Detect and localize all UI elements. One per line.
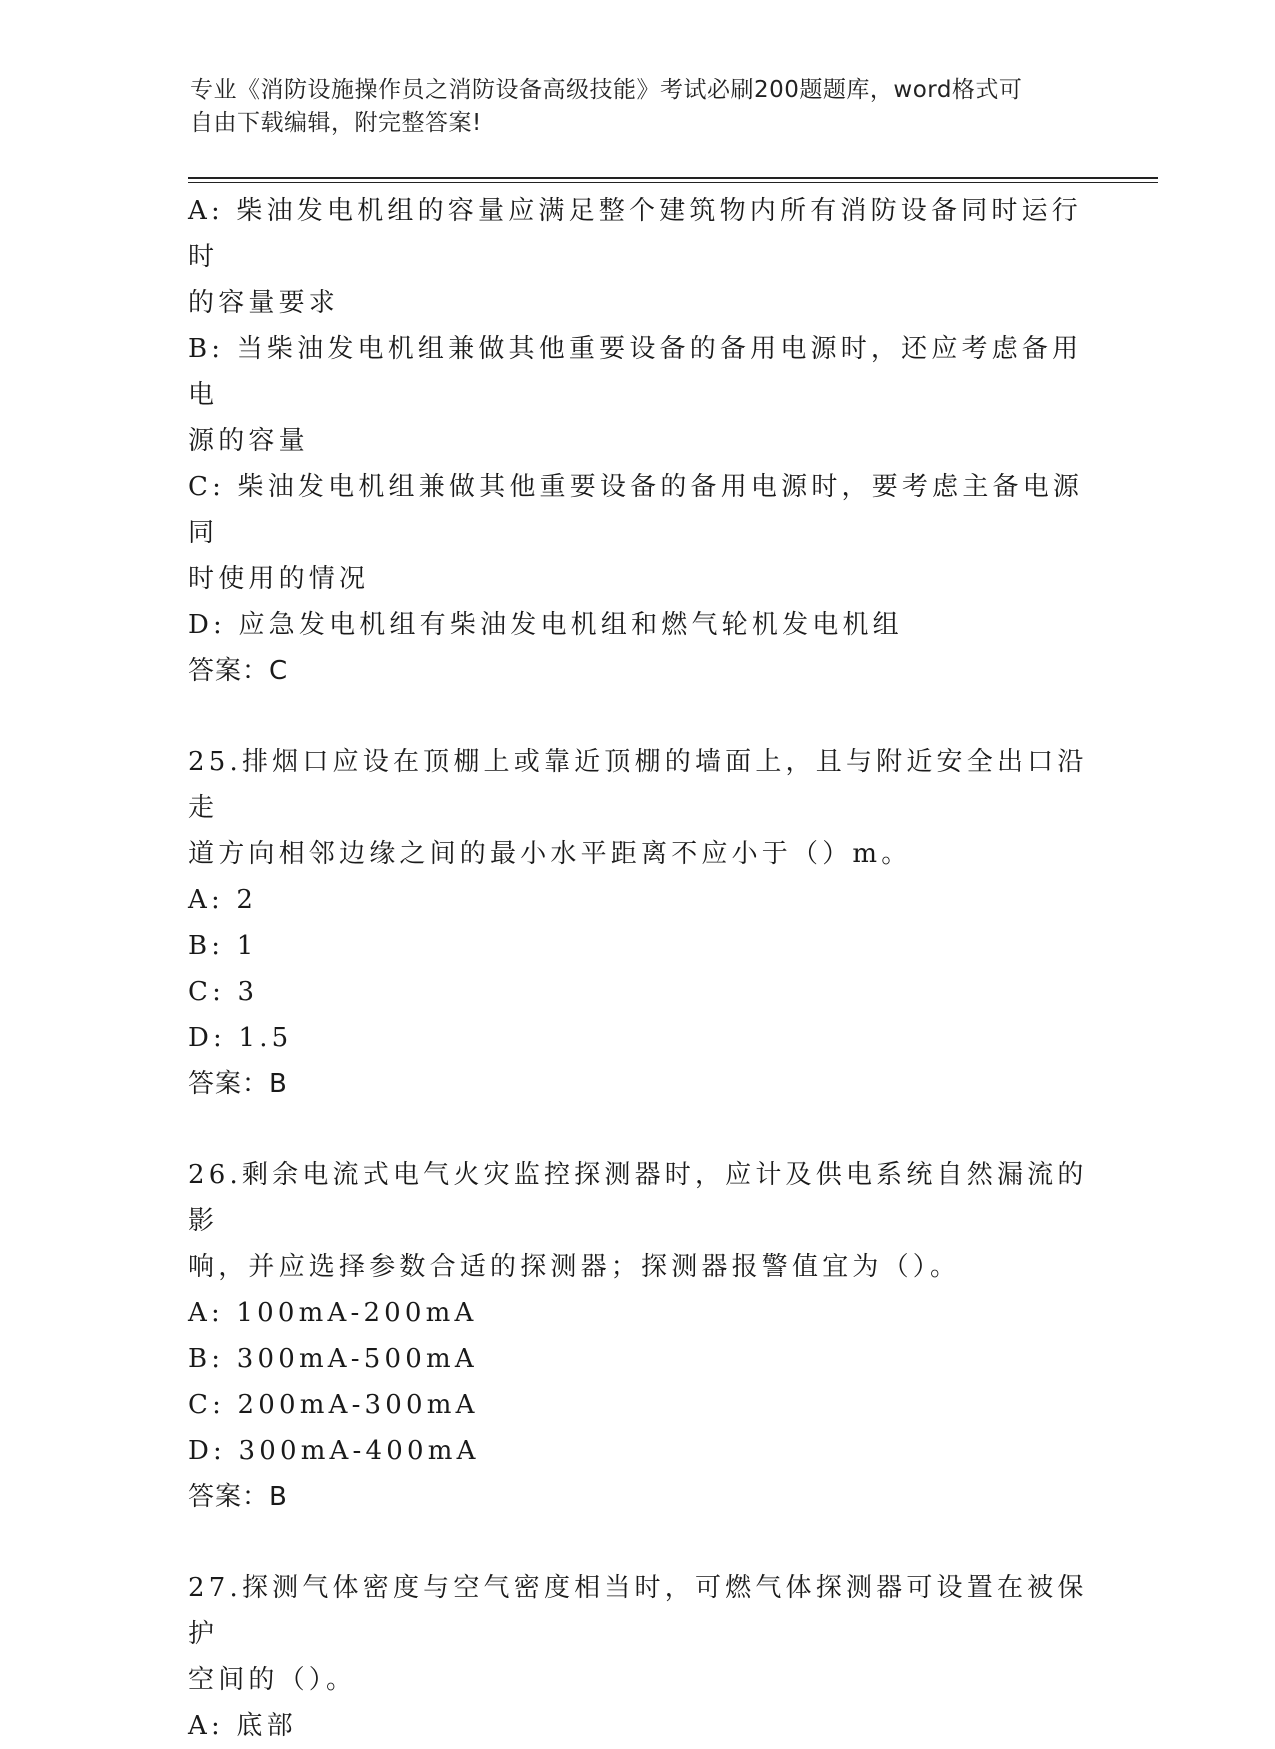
question-stem-line-2: 道方向相邻边缘之间的最小水平距离不应小于（）m。: [188, 839, 912, 869]
option-c: C: 200mA-300mA: [188, 1390, 479, 1420]
option-a: A: 2: [188, 885, 258, 915]
option-a: A: 100mA-200mA: [188, 1298, 478, 1328]
option-c: C: 3: [188, 977, 259, 1007]
option-d: D: 300mA-400mA: [188, 1436, 480, 1466]
question-24-options: [188, 188, 1088, 694]
option-c-line-2: 时使用的情况: [188, 564, 370, 594]
header-line-1: 专业《消防设施操作员之消防设备高级技能》考试必刷200题题库，word格式可: [190, 77, 1023, 103]
question-stem-line-1: 25.排烟口应设在顶棚上或靠近顶棚的墙面上，且与附近安全出口沿走: [188, 747, 1088, 823]
question-stem-line-2: 响，并应选择参数合适的探测器；探测器报警值宜为（）。: [188, 1252, 961, 1282]
option-c-line-1: C: 柴油发电机组兼做其他重要设备的备用电源时，要考虑主备电源同: [188, 472, 1084, 548]
option-b-line-1: B: 当柴油发电机组兼做其他重要设备的备用电源时，还应考虑备用电: [188, 334, 1083, 410]
option-a: A: 底部: [188, 1711, 297, 1741]
header-divider-thin: [188, 182, 1158, 183]
question-26: [188, 1152, 1088, 1520]
question-stem-line-1: 27.探测气体密度与空气密度相当时，可燃气体探测器可设置在被保护: [188, 1573, 1088, 1649]
option-b: B: 1: [188, 931, 258, 961]
document-header: [190, 74, 1070, 140]
question-stem-line-2: 空间的（）。: [188, 1665, 357, 1695]
header-divider-thick: [188, 177, 1158, 179]
question-stem-line-1: 26.剩余电流式电气火灾监控探测器时，应计及供电系统自然漏流的影: [188, 1160, 1088, 1236]
question-27: [188, 1565, 1088, 1749]
option-a-line-1: A: 柴油发电机组的容量应满足整个建筑物内所有消防设备同时运行时: [188, 196, 1083, 272]
option-d: D: 应急发电机组有柴油发电机组和燃气轮机发电机组: [188, 610, 903, 640]
question-25: [188, 739, 1088, 1107]
option-b: B: 300mA-500mA: [188, 1344, 478, 1374]
answer: 答案：B: [188, 1069, 288, 1099]
question-content: [188, 188, 1088, 1749]
answer: 答案：C: [188, 656, 289, 686]
option-a-line-2: 的容量要求: [188, 288, 340, 318]
answer: 答案：B: [188, 1482, 288, 1512]
header-line-2: 自由下载编辑，附完整答案!: [190, 110, 482, 136]
option-d: D: 1.5: [188, 1023, 293, 1053]
option-b-line-2: 源的容量: [188, 426, 309, 456]
